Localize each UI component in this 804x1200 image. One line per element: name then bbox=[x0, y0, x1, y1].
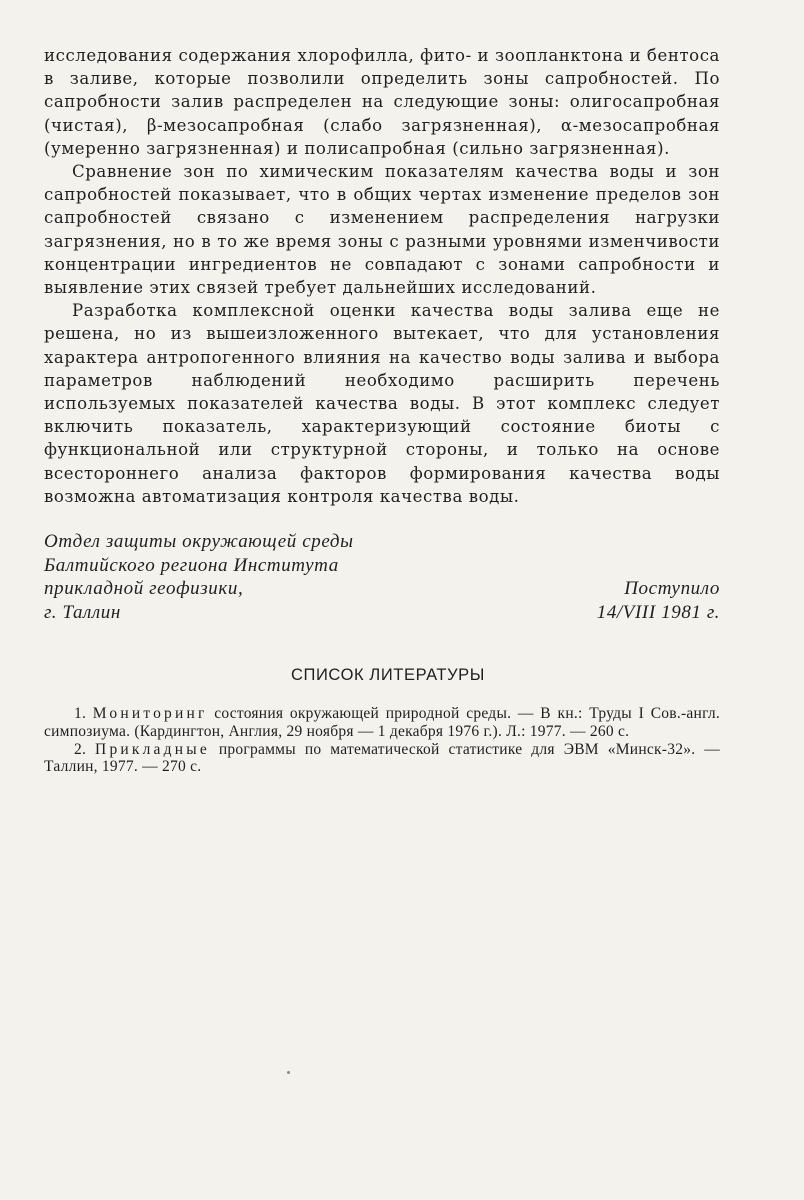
paragraph-3: Разработка комплексной оценки качества воды залива еще не решена, но из вышеизложенного вытекает, что для установления характера антропогенного влияния на качество воды залива и выбора параметров наблюдений необходимо расширить перечень используемых показателей качества воды. В этот комплекс следует включить показатель, характеризующий состояние биоты с функциональной или структурной стороны, и только на основе всестороннего анализа факторов формирования качества воды возможна автоматизация контроля качества воды. bbox=[44, 301, 720, 506]
reference-text: состояния окружающей природной среды. — В кн.: Труды I Сов.-англ. симпозиума. (Кардингтон, Англия, 29 ноября — 1 декабря 1976 г.). Л.: 1977. — 260 с. bbox=[44, 705, 721, 741]
affiliation-line: прикладной геофизики, bbox=[44, 578, 244, 600]
paragraph-2: Сравнение зон по химическим показателям качества воды и зон сапробностей показывает, что в общих чертах изменение пределов зон сапробностей связано с изменением распределения нагрузки загрязнения, но в то же время зоны с разными уровнями изменчивости концентрации ингредиентов не совпадают с зонами сапробности и выявление этих связей требует дальнейших исследований. bbox=[44, 162, 720, 298]
reference-head: Мониторинг bbox=[92, 705, 208, 723]
affiliation-line: Балтийского региона Института bbox=[44, 554, 339, 576]
reference-head: Прикладные bbox=[95, 740, 210, 758]
references-list bbox=[44, 705, 720, 775]
body-text bbox=[44, 44, 720, 508]
reference-text: программы по математической статистике для ЭВМ «Минск-32». — Таллин, 1977. — 270 с. bbox=[44, 740, 720, 776]
received-label: Поступило bbox=[624, 578, 720, 600]
paper-speck bbox=[287, 1071, 290, 1074]
reference-item bbox=[44, 741, 720, 776]
received-date: 14/VIII 1981 г. bbox=[596, 601, 720, 623]
reference-item bbox=[44, 705, 720, 740]
paragraph-1: исследования содержания хлорофилла, фито- и зоопланктона и бентоса в заливе, которые позволили определить зоны сапробностей. По сапробности залив распределен на следующие зоны: олигосапробная (чистая), β-мезосапробная (слабо загрязненная), α-мезосапробная (умеренно загрязненная) и полисапробная (сильно загрязненная). bbox=[44, 46, 721, 158]
signature-block bbox=[44, 530, 720, 624]
references-title: СПИСОК ЛИТЕРАТУРЫ bbox=[291, 666, 485, 685]
affiliation-line: Отдел защиты окружающей среды bbox=[44, 531, 354, 553]
document-page bbox=[44, 44, 720, 776]
reference-number: 2. bbox=[74, 740, 87, 758]
received-note bbox=[597, 577, 720, 624]
affiliation-city: г. Таллин bbox=[44, 601, 121, 623]
reference-number: 1. bbox=[74, 705, 87, 723]
